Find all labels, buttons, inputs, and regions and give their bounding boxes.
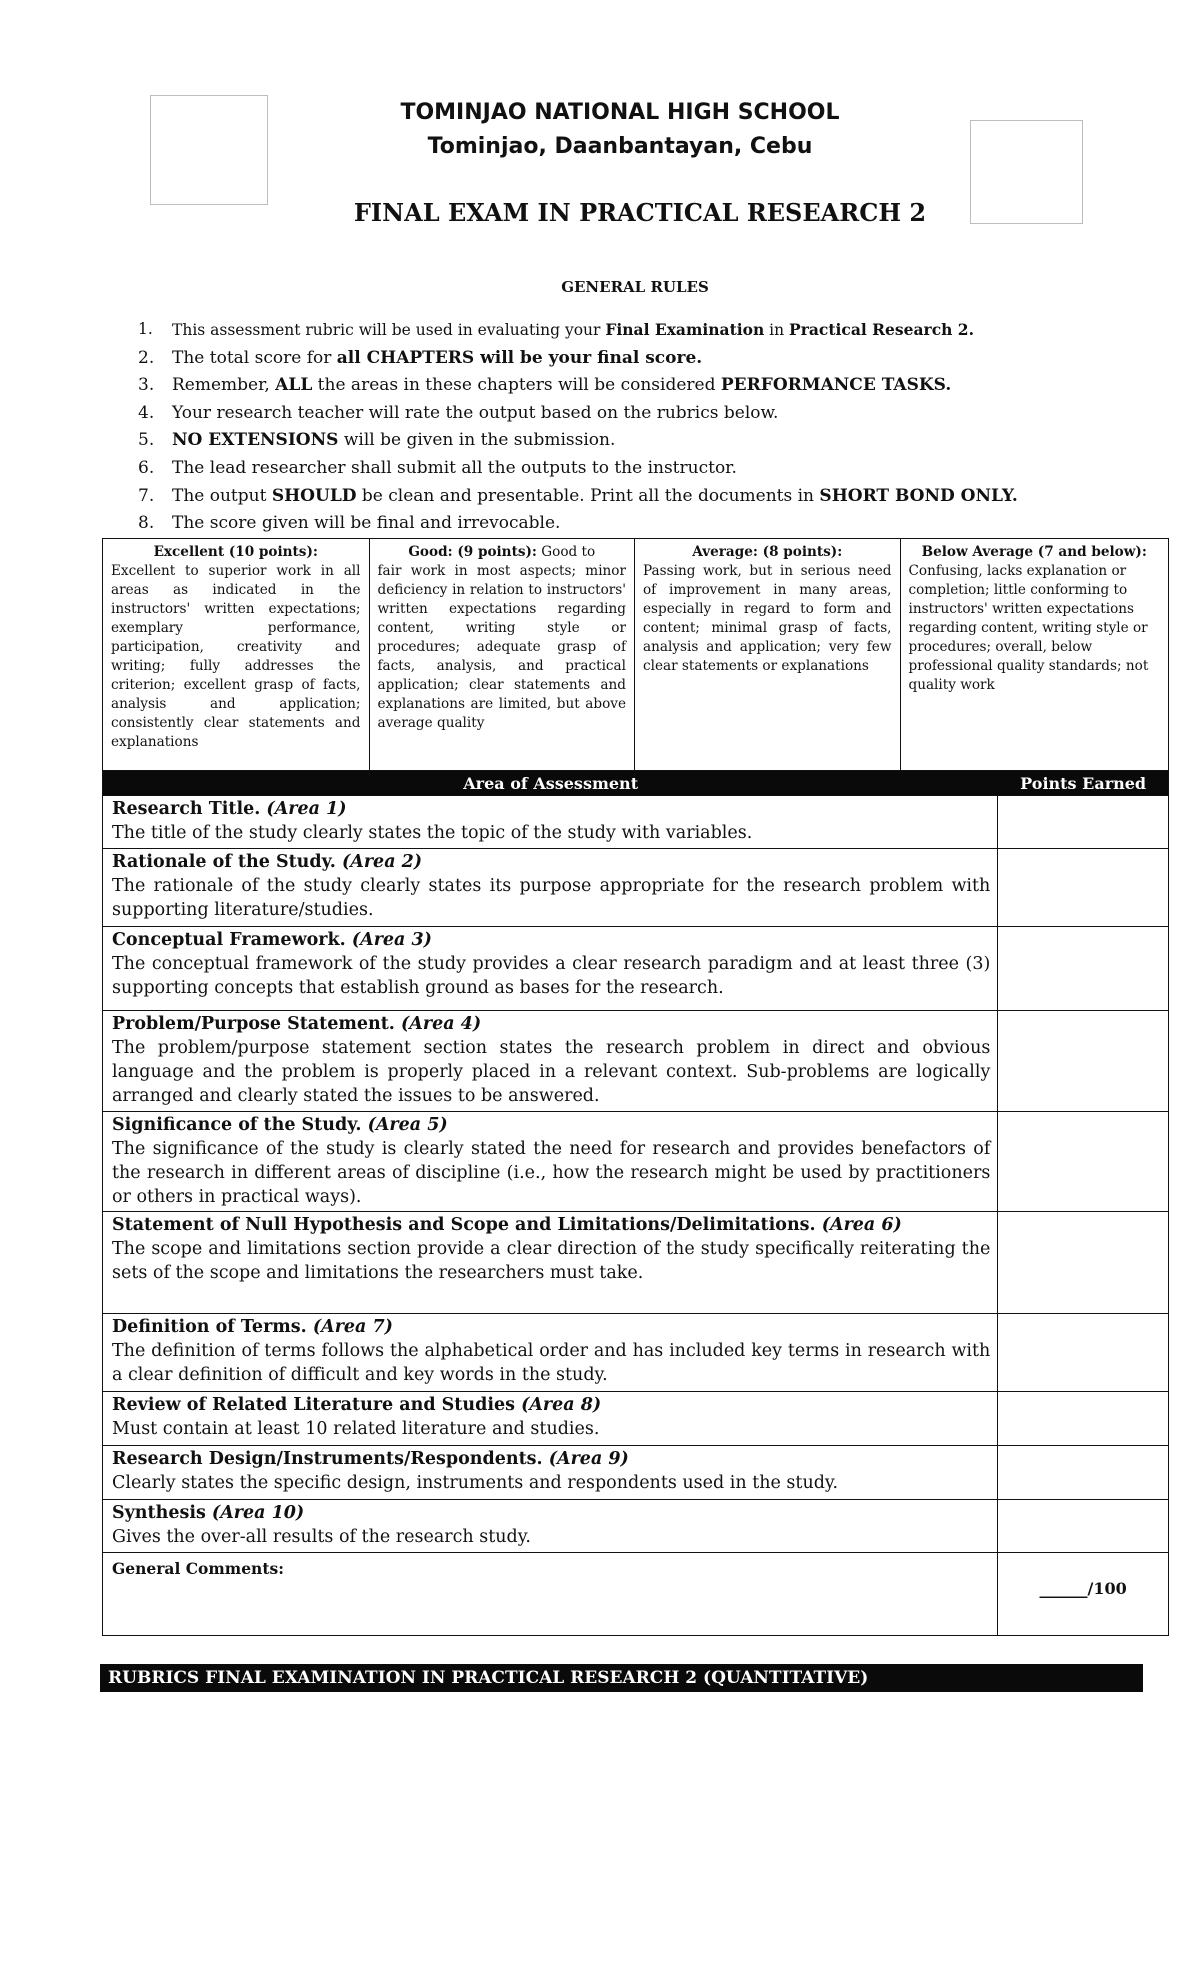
level-heading: Average: (8 points): [692, 544, 843, 560]
table-row [103, 1111, 1168, 1211]
rule-number: 8. [138, 513, 155, 534]
general-comments-cell[interactable] [103, 1553, 998, 1635]
rule-text: The total score for all CHAPTERS will be your final score. [172, 347, 703, 368]
rule-text: Your research teacher will rate the output based on the rubrics below. [172, 402, 779, 423]
table-row [103, 1211, 1168, 1313]
area-description: Must contain at least 10 related literature and studies. [112, 1419, 600, 1439]
level-description: Excellent to superior work in all areas as indicated in the instructors' written expectations; exemplary performance, participation, creativity and writing; fully addresses the criterion; excellent grasp of facts, analysis and application; consistently clear statements and explanations [111, 563, 361, 750]
level-heading: Good: (9 points): Good to [408, 544, 596, 560]
area-title: Synthesis (Area 10) [112, 1503, 305, 1523]
area-description: Gives the over-all results of the research study. [112, 1527, 531, 1547]
area-title: Review of Related Literature and Studies (Area 8) [112, 1395, 602, 1415]
table-row [103, 926, 1168, 1010]
points-earned-cell[interactable] [998, 849, 1168, 926]
assessment-table [102, 771, 1169, 1636]
area-cell [103, 849, 998, 926]
rule-item [138, 427, 1098, 455]
area-description: The conceptual framework of the study provides a clear research paradigm and at least three (3) supporting concepts that establish ground as bases for the research. [112, 954, 991, 998]
rule-text: Remember, ALL the areas in these chapters will be considered PERFORMANCE TASKS. [172, 375, 952, 396]
column-header-points: Points Earned [1020, 773, 1147, 793]
rule-number: 4. [138, 402, 155, 423]
rule-item [138, 483, 1098, 511]
area-title: Rationale of the Study. (Area 2) [112, 852, 423, 872]
points-earned-cell[interactable] [998, 1500, 1168, 1552]
area-description: The scope and limitations section provide a clear direction of the study specifically reiterating the sets of the scope and limitations the researchers must take. [112, 1239, 991, 1283]
points-earned-cell[interactable] [998, 1212, 1168, 1313]
area-cell [103, 927, 998, 1010]
points-earned-cell[interactable] [998, 1392, 1168, 1445]
area-title: Statement of Null Hypothesis and Scope and Limitations/Delimitations. (Area 6) [112, 1215, 902, 1235]
rule-text: This assessment rubric will be used in evaluating your Final Examination in Practical Research 2. [172, 320, 974, 339]
table-row [103, 1313, 1168, 1391]
area-description: The problem/purpose statement section states the research problem in direct and obvious language and the problem is properly placed in a relevant context. Sub-problems are logically arranged and clearly stated the issues to be answered. [112, 1038, 991, 1106]
rubric-levels [102, 538, 1169, 771]
rule-number: 3. [138, 375, 155, 396]
rule-item [138, 455, 1098, 483]
rule-item [138, 400, 1098, 428]
area-description: The rationale of the study clearly states its purpose appropriate for the research problem with supporting literature/studies. [112, 876, 991, 920]
school-address: Tominjao, Daanbantayan, Cebu [427, 134, 813, 159]
table-row [103, 1391, 1168, 1445]
rule-number: 7. [138, 485, 155, 506]
points-earned-cell[interactable] [998, 1314, 1168, 1391]
column-header-area: Area of Assessment [463, 773, 639, 793]
table-row [103, 1499, 1168, 1552]
general-comments-label: General Comments: [112, 1559, 284, 1578]
area-cell [103, 796, 998, 848]
area-title: Research Design/Instruments/Respondents. (Area 9) [112, 1449, 629, 1469]
rule-text: The output SHOULD be clean and presentable. Print all the documents in SHORT BOND ONLY. [172, 485, 1018, 506]
level-good [370, 539, 636, 770]
school-name: TOMINJAO NATIONAL HIGH SCHOOL [400, 100, 840, 125]
level-excellent [103, 539, 370, 770]
area-cell [103, 1011, 998, 1111]
level-heading: Below Average (7 and below): [921, 544, 1147, 560]
points-earned-cell[interactable] [998, 1112, 1168, 1211]
area-cell [103, 1112, 998, 1211]
rule-item [138, 345, 1098, 373]
rule-text: The score given will be final and irrevocable. [172, 513, 561, 534]
rule-text: The lead researcher shall submit all the outputs to the instructor. [172, 457, 737, 478]
area-title: Research Title. (Area 1) [112, 799, 347, 819]
level-description: Confusing, lacks explanation or completion; little conforming to instructors' written expectations regarding content, writing style or procedures; overall, below professional quality standards; not quality work [908, 563, 1149, 693]
table-row [103, 848, 1168, 926]
level-description: fair work in most aspects; minor deficiency in relation to instructors' written expectations regarding content, writing style or procedures; adequate grasp of facts, analysis, and practical application; clear statements and explanations are limited, but above average quality [377, 563, 626, 731]
level-description: Passing work, but in serious need of improvement in many areas, especially in regard to form and content; minimal grasp of facts, analysis and application; very few clear statements or explanations [643, 563, 892, 674]
table-row [103, 1445, 1168, 1499]
area-title: Problem/Purpose Statement. (Area 4) [112, 1014, 482, 1034]
area-description: The title of the study clearly states the topic of the study with variables. [112, 823, 753, 843]
total-score: ______/100 [1039, 1579, 1127, 1598]
area-title: Significance of the Study. (Area 5) [112, 1115, 448, 1135]
rubrics-banner: RUBRICS FINAL EXAMINATION IN PRACTICAL RESEARCH 2 (QUANTITATIVE) [100, 1664, 1143, 1692]
area-description: Clearly states the specific design, instruments and respondents used in the study. [112, 1473, 839, 1493]
general-comments-row [103, 1552, 1168, 1635]
area-cell [103, 1314, 998, 1391]
points-earned-cell[interactable] [998, 927, 1168, 1010]
exam-title: FINAL EXAM IN PRACTICAL RESEARCH 2 [353, 198, 927, 227]
rule-item [138, 372, 1098, 400]
rule-number: 5. [138, 430, 155, 451]
area-cell [103, 1500, 998, 1552]
level-average [635, 539, 901, 770]
rules-heading: GENERAL RULES [561, 278, 709, 296]
table-header [103, 771, 1168, 795]
rule-number: 1. [138, 320, 153, 338]
rules-list [138, 316, 1098, 538]
rule-text: NO EXTENSIONS will be given in the submission. [172, 430, 616, 451]
area-cell [103, 1392, 998, 1445]
table-row [103, 1010, 1168, 1111]
rule-number: 2. [138, 347, 155, 368]
area-description: The significance of the study is clearly stated the need for research and provides benefactors of the research in different areas of discipline (i.e., how the research might be used by practitioners or others in practical ways). [112, 1139, 991, 1207]
level-heading: Excellent (10 points): [153, 544, 318, 560]
points-earned-cell[interactable] [998, 1011, 1168, 1111]
area-cell [103, 1446, 998, 1499]
points-earned-cell[interactable] [998, 1446, 1168, 1499]
rule-number: 6. [138, 457, 155, 478]
area-title: Definition of Terms. (Area 7) [112, 1317, 393, 1337]
area-description: The definition of terms follows the alphabetical order and has included key terms in research with a clear definition of difficult and key words in the study. [112, 1341, 991, 1385]
total-score-cell[interactable] [998, 1553, 1168, 1635]
area-cell [103, 1212, 998, 1313]
level-below-average [901, 539, 1169, 770]
points-earned-cell[interactable] [998, 796, 1168, 848]
rule-item [138, 316, 1098, 345]
table-row [103, 795, 1168, 848]
rule-item [138, 510, 1098, 538]
area-title: Conceptual Framework. (Area 3) [112, 930, 432, 950]
